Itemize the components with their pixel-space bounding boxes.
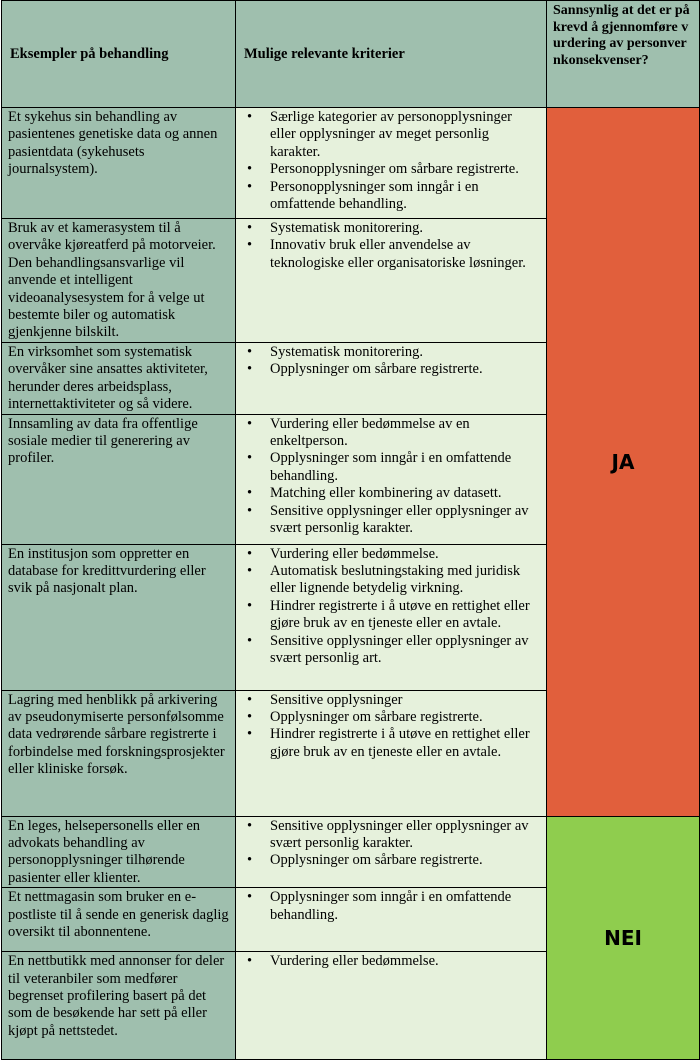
criteria-cell: [236, 952, 547, 1060]
dpia-examples-table: [1, 0, 700, 1060]
table-row: [2, 816, 700, 888]
criteria-item: • Vurdering eller bedømmelse.: [242, 953, 540, 970]
criteria-item: • Systematisk monitorering.: [242, 220, 540, 237]
criteria-list: [242, 818, 540, 870]
header-row: [2, 1, 700, 108]
header-dpia-required: Sannsynlig at det er påkrevd å gjennomføre vurdering av personvernkonsekvenser?: [547, 1, 700, 108]
criteria-list: [242, 344, 540, 379]
example-cell: En institusjon som oppretter en database for kredittvurdering eller svik på nasjonalt plan.: [2, 544, 236, 690]
criteria-item: • Matching eller kombinering av datasett.: [242, 485, 540, 502]
criteria-item: • Innovativ bruk eller anvendelse av teknologiske eller organisatoriske løsninger.: [242, 237, 540, 272]
criteria-item: • Vurdering eller bedømmelse av en enkeltperson.: [242, 416, 540, 451]
criteria-item: • Sensitive opplysninger eller opplysninger av svært personlig karakter.: [242, 503, 540, 538]
criteria-cell: [236, 414, 547, 544]
header-criteria: Mulige relevante kriterier: [236, 1, 547, 108]
criteria-list: [242, 220, 540, 272]
table-row: [2, 108, 700, 219]
criteria-cell: [236, 690, 547, 816]
example-cell: Bruk av et kamerasystem til å overvåke kjøreatferd på motorveier. Den behandlingsansvarlige vil anvende et intelligent videoanalysesystem for å velge ut bestemte biler og automatisk gjenkjenne bilskilt.: [2, 219, 236, 343]
criteria-cell: [236, 219, 547, 343]
criteria-list: [242, 953, 540, 970]
example-cell: Et nettmagasin som bruker en e-postliste til å sende en generisk daglig oversikt til abonnentene.: [2, 888, 236, 952]
example-cell: Lagring med henblikk på arkivering av pseudonymiserte personfølsomme data vedrørende sårbare registrerte i forbindelse med forskningsprosjekter eller kliniske forsøk.: [2, 690, 236, 816]
criteria-list: [242, 692, 540, 762]
example-cell: En nettbutikk med annonser for deler til veteranbiler som medfører begrenset profilering basert på det som de besøkende har sett på eller kjøpt på nettstedet.: [2, 952, 236, 1060]
criteria-list: [242, 889, 540, 924]
verdict-yes-label: JA: [611, 449, 635, 474]
example-cell: Et sykehus sin behandling av pasientenes genetiske data og annen pasientdata (sykehusets journalsystem).: [2, 108, 236, 219]
criteria-item: • Sensitive opplysninger eller opplysninger av svært personlig karakter.: [242, 818, 540, 853]
criteria-item: • Opplysninger om sårbare registrerte.: [242, 709, 540, 726]
verdict-yes-cell: [547, 108, 700, 817]
criteria-item: • Automatisk beslutningstaking med juridisk eller lignende betydelig virkning.: [242, 563, 540, 598]
criteria-item: • Sensitive opplysninger eller opplysninger av svært personlig art.: [242, 633, 540, 668]
criteria-cell: [236, 544, 547, 690]
criteria-cell: [236, 816, 547, 888]
criteria-item: • Opplysninger om sårbare registrerte.: [242, 852, 540, 869]
criteria-item: • Opplysninger som inngår i en omfattende behandling.: [242, 889, 540, 924]
criteria-item: • Hindrer registrerte i å utøve en rettighet eller gjøre bruk av en tjeneste eller en avtale.: [242, 598, 540, 633]
criteria-list: [242, 416, 540, 538]
header-examples: Eksempler på behandling: [2, 1, 236, 108]
criteria-item: • Personopplysninger om sårbare registrerte.: [242, 161, 540, 178]
criteria-item: • Vurdering eller bedømmelse.: [242, 546, 540, 563]
criteria-item: • Særlige kategorier av personopplysninger eller opplysninger av meget personlig karakter.: [242, 109, 540, 161]
example-cell: Innsamling av data fra offentlige sosiale medier til generering av profiler.: [2, 414, 236, 544]
example-cell: En virksomhet som systematisk overvåker sine ansattes aktiviteter, herunder deres arbeidsplass, internettaktiviteter og så videre.: [2, 343, 236, 415]
criteria-item: • Sensitive opplysninger: [242, 692, 540, 709]
verdict-no-cell: [547, 816, 700, 1060]
criteria-item: • Personopplysninger som inngår i en omfattende behandling.: [242, 179, 540, 214]
example-cell: En leges, helsepersonells eller en advokats behandling av personopplysninger tilhørende pasienter eller klienter.: [2, 816, 236, 888]
verdict-no-label: NEI: [604, 925, 642, 950]
criteria-list: [242, 109, 540, 213]
criteria-item: • Opplysninger som inngår i en omfattende behandling.: [242, 450, 540, 485]
criteria-cell: [236, 108, 547, 219]
criteria-cell: [236, 888, 547, 952]
criteria-item: • Systematisk monitorering.: [242, 344, 540, 361]
criteria-list: [242, 546, 540, 668]
criteria-item: • Opplysninger om sårbare registrerte.: [242, 361, 540, 378]
criteria-cell: [236, 343, 547, 415]
criteria-item: • Hindrer registrerte i å utøve en rettighet eller gjøre bruk av en tjeneste eller en avtale.: [242, 726, 540, 761]
